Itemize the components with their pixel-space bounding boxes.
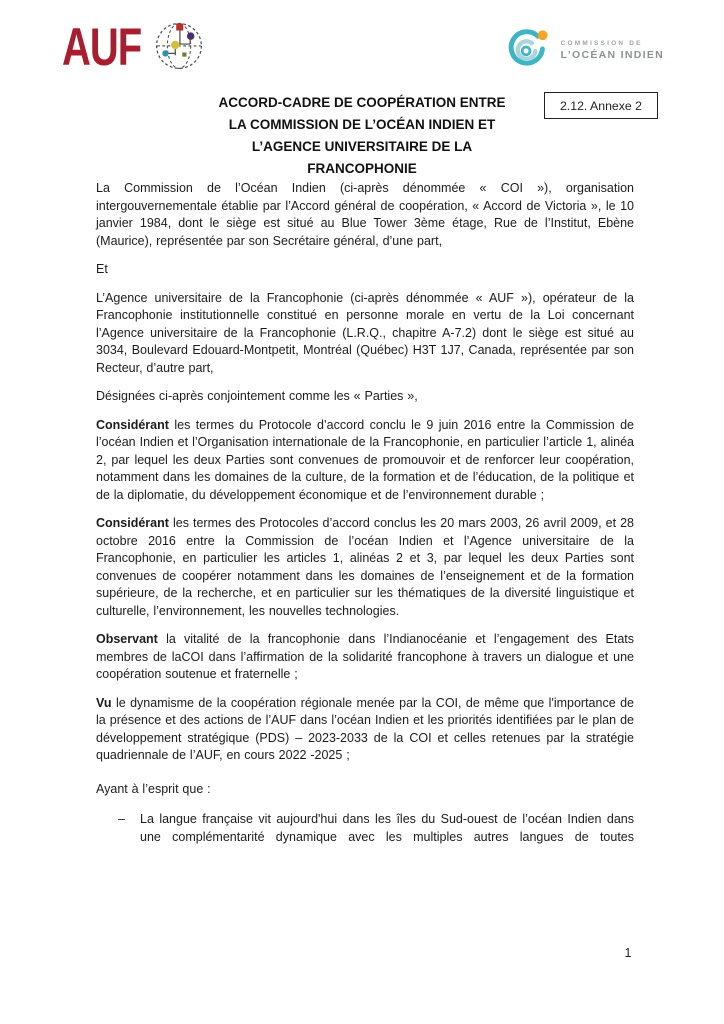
coi-logo-text [561,40,664,61]
lead-word: Considérant [96,516,169,530]
coi-logo-line2: L’OCÉAN INDIEN [560,48,664,61]
lead-word: Vu [96,695,112,710]
paragraph-text: la vitalité de la francophonie dans l’Indianocéanie et l’engagement des Etats membres de laCOI dans l’affirmation de la solidarité francophone à travers un dialogue et une coopération soutenue et fraternelle ; [96,632,634,681]
paragraph-et: Et [96,262,108,276]
title-line-2: LA COMMISSION DE L’OCÉAN INDIEN ET [228,117,496,132]
coi-swirl-icon [505,24,552,76]
title-line-3: L’AGENCE UNIVERSITAIRE DE LA [251,139,473,154]
auf-logo [62,16,207,79]
title-row [0,92,724,180]
bullet-dash: – [118,812,125,826]
paragraph-considerant-2 [96,515,634,620]
page-title [147,92,577,180]
bullet-text: La langue française vit aujourd'hui dans les îles du Sud-ouest de l’océan Indien dans une complémentarité dynamique avec les multiples autres langues de toutes [140,812,634,844]
lead-word: Considérant [96,417,169,432]
header [62,16,664,86]
lead-word: Observant [96,632,158,646]
paragraph-ayant: Ayant à l’esprit que : [96,781,211,796]
coi-logo-line1: COMMISSION DE [560,39,643,47]
document-body [96,180,634,846]
auf-network-globe-icon [151,16,207,79]
annexe-box [544,92,658,119]
title-line-1: ACCORD-CADRE DE COOPÉRATION ENTRE [218,95,506,110]
paragraph-observant [96,631,634,684]
paragraph-designees: Désignées ci-après conjointement comme les « Parties », [96,389,418,403]
annexe-label: 2.12. Annexe 2 [559,98,643,113]
paragraph-text: le dynamisme de la coopération régionale menée par la COI, de même que l'importance de la présence et des actions de l’AUF dans l’océan Indien et les priorités identifiées par le plan de développement stratégique (PDS) – 2023-2033 de la COI et celles retenues par la stratégie quadriennale de l’AUF, en cours 2022 -2025 ; [96,695,634,762]
paragraph-coi: La Commission de l’Océan Indien (ci-après dénommée « COI »), organisation intergouvernementale établie par l’Accord général de coopération, « Accord de Victoria », le 10 janvier 1984, dont le siège est situé au Blue Tower 3ème étage, Rue de l’Institut, Ebène (Maurice), représentée par son Secrétaire général, d’une part, [96,181,634,248]
paragraph-vu [96,695,634,765]
auf-logo-text: AUF [62,18,142,77]
coi-logo [505,24,664,76]
paragraph-text: les termes du Protocole d’accord conclu le 9 juin 2016 entre la Commission de l’océan Indien et l’Organisation internationale de la Francophonie, en particulier l’article 1, alinéa 2, par lequel les deux Parties sont convenues de promouvoir et de renforcer leur coopération, notamment dans les domaines de la culture, de la formation et de l’éducation, de la politique et de la diplomatie, du développement économique et de l’environnement durable ; [96,417,634,502]
paragraph-text: les termes des Protocoles d’accord conclus les 20 mars 2003, 26 avril 2009, et 28 octobre 2016 entre la Commission de l’océan Indien et l’Agence universitaire de la Francophonie, en particulier les articles 1, alinéas 2 et 3, par lequel les deux Parties sont convenues de coopérer notamment dans les domaines de l’enseignement et de la formation supérieure, de la recherche, et en particulier sur les thématiques de la diversité linguistique et culturelle, l’environnement, les nouvelles technologies. [96,516,634,618]
paragraph-considerant-1 [96,417,634,505]
page-number: 1 [624,946,632,960]
paragraph-auf: L’Agence universitaire de la Francophonie (ci-après dénommée « AUF »), opérateur de la Francophonie institutionnelle constitué en personne morale en vertu de la Loi concernant l’Agence universitaire de la Francophonie (L.R.Q., chapitre A-7.2) dont le siège est situé au 3034, Boulevard Edouard-Montpetit, Montréal (Québec) H3T 1J7, Canada, représentée par son Recteur, d’autre part, [96,290,634,375]
title-line-4: FRANCOPHONIE [307,161,417,176]
list-item [96,811,634,846]
